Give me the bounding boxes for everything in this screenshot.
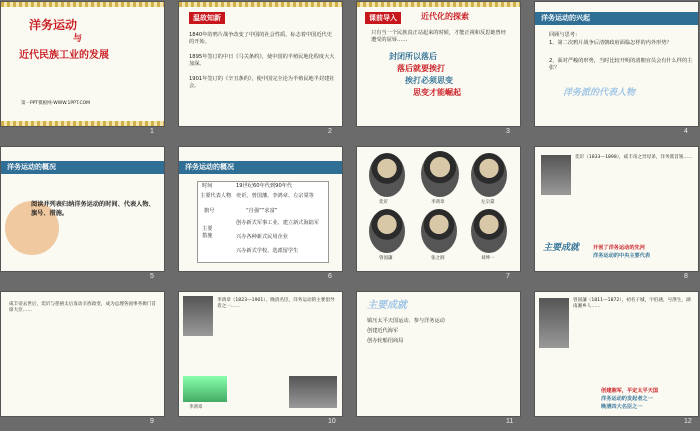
portrait-image bbox=[421, 209, 457, 253]
slide-bullet: 创建近代海军 bbox=[367, 328, 399, 334]
slide-number: 11 bbox=[506, 418, 514, 425]
table-cell: 兴办各种新式民用企业 bbox=[236, 234, 288, 240]
slide-text: 开创了洋务运动的先河 bbox=[593, 245, 645, 251]
slide-title: 洋务运动的兴起 bbox=[541, 14, 590, 22]
portrait-image bbox=[421, 151, 459, 197]
slide-number: 2 bbox=[328, 128, 332, 135]
slide-number: 7 bbox=[506, 273, 510, 280]
slide-number: 3 bbox=[506, 128, 510, 135]
slide-number: 1 bbox=[150, 128, 154, 135]
slide-text: 晚清四大名臣之一 bbox=[601, 404, 643, 410]
portrait-image bbox=[369, 209, 405, 253]
slide-banner: 主要成就 bbox=[543, 243, 580, 253]
slide-label: 温故知新 bbox=[189, 12, 225, 24]
banknote-image bbox=[183, 376, 227, 402]
slide-text: 回顾与思考： bbox=[549, 32, 581, 38]
slide-title: 与 bbox=[73, 34, 83, 44]
portrait-caption: 张之洞 bbox=[431, 256, 445, 261]
slide-line: 思变才能崛起 bbox=[413, 88, 461, 97]
portrait-caption: 左宗棠 bbox=[481, 200, 495, 205]
slide-line: 封闭所以落后 bbox=[389, 52, 437, 61]
slide-text: 2、面对严峻的形势，当时比较开明的清朝官员会有什么样的主张？ bbox=[549, 58, 693, 71]
table-cell: 兴办新式学校，选派留学生 bbox=[236, 248, 299, 254]
table-cell: 主要代表人物 bbox=[200, 193, 232, 199]
portrait-caption: 奕䜣 bbox=[379, 200, 388, 205]
slide-title: 近代民族工业的发展 bbox=[19, 50, 109, 61]
slide-number: 6 bbox=[328, 273, 332, 280]
slide-number: 9 bbox=[150, 418, 154, 425]
slide-number: 4 bbox=[684, 128, 688, 135]
slide-thumb-6[interactable] bbox=[179, 147, 342, 271]
slide-thumb-8[interactable] bbox=[535, 147, 698, 271]
slide-text: 1840年的鸦片战争改变了中国的社会性质，标志着中国近代史的开始。 bbox=[189, 32, 332, 45]
portrait-image bbox=[369, 153, 405, 197]
slide-thumb-4[interactable] bbox=[535, 2, 698, 126]
slide-text: 奕䜣（1833—1898），咸丰帝之异母弟，洋务派首领…… bbox=[575, 155, 693, 160]
slide-thumb-9[interactable] bbox=[1, 292, 164, 416]
slide-line: 落后就要挨打 bbox=[397, 64, 445, 73]
slide-text: 1901年签订的《辛丑条约》，使中国完全沦为半殖民地半封建社会。 bbox=[189, 76, 335, 89]
slide-thumb-11[interactable] bbox=[357, 292, 520, 416]
slide-text: 只有当一个民族真正站起来的时候，才能正视和反思她曾经遭受的屈辱…… bbox=[371, 30, 506, 43]
portrait-image bbox=[539, 298, 569, 348]
slide-title: 洋务运动 bbox=[29, 18, 78, 32]
slide-thumb-7[interactable] bbox=[357, 147, 520, 271]
portrait-image bbox=[471, 153, 507, 197]
table-cell: 创办新式军事工业、建立新式海陆军 bbox=[236, 220, 320, 226]
slide-text: 咸丰帝去世后，奕䜣与慈禧太后发动辛酉政变，成为总理各国事务衙门首席大臣…… bbox=[9, 302, 157, 314]
slide-banner: 主要成就 bbox=[367, 300, 407, 311]
portrait-image bbox=[183, 296, 213, 336]
slide-text: 1、第二次鸦片战争后清朝政府面临怎样的内外形势？ bbox=[549, 40, 672, 46]
slide-thumb-3[interactable] bbox=[357, 2, 520, 126]
table-cell: 时间 bbox=[202, 183, 213, 189]
slide-thumb-10[interactable] bbox=[179, 292, 342, 416]
slide-text: 李鸿章（1823—1901），晚清名臣，洋务运动的主要倡导者之一…… bbox=[217, 298, 335, 309]
slide-thumb-12[interactable] bbox=[535, 292, 698, 416]
slide-number: 5 bbox=[150, 273, 154, 280]
portrait-caption: 李鸿章 bbox=[431, 200, 445, 205]
slide-number: 12 bbox=[684, 418, 692, 425]
slide-line: 挨打必须思变 bbox=[405, 76, 453, 85]
summary-table bbox=[197, 181, 329, 263]
slide-thumb-1[interactable] bbox=[1, 2, 164, 126]
slide-thumb-2[interactable] bbox=[179, 2, 342, 126]
slide-number: 8 bbox=[684, 273, 688, 280]
slide-text: 1895年签订的中日《马关条约》，使中国的半殖民地化程度大大加深。 bbox=[189, 54, 335, 67]
photo-caption: 李鸿章 bbox=[189, 405, 203, 410]
table-cell: 19世纪60年代到90年代 bbox=[236, 183, 293, 189]
slide-heading: 近代化的探索 bbox=[421, 12, 469, 21]
slide-text: 洋务运动的发起者之一 bbox=[601, 396, 653, 402]
slide-text: 洋务运动的中央主要代表 bbox=[593, 253, 651, 259]
slide-text: 创建湘军，平定太平天国 bbox=[601, 388, 659, 394]
portrait-caption: 刘坤一 bbox=[481, 256, 495, 261]
slide-banner: 洋务派的代表人物 bbox=[563, 88, 636, 98]
table-cell: 主要措施 bbox=[202, 226, 213, 239]
slide-text: 阅读并列表归纳洋务运动的时间、代表人物、旗号、措施。 bbox=[31, 201, 155, 217]
slide-title: 洋务运动的概况 bbox=[185, 163, 234, 171]
slide-number: 10 bbox=[328, 418, 336, 425]
slide-bullet: 镇压太平天国运动、参与洋务运动 bbox=[367, 318, 445, 324]
slide-label: 课前导入 bbox=[365, 12, 401, 24]
slide-thumb-5[interactable] bbox=[1, 147, 164, 271]
portrait-image bbox=[471, 209, 507, 253]
portrait-image bbox=[541, 155, 571, 195]
table-cell: 旗号 bbox=[204, 208, 215, 214]
table-cell: 奕䜣、曾国藩、李鸿章、左宗棠等 bbox=[236, 193, 314, 199]
slide-title: 洋务运动的概况 bbox=[7, 163, 56, 171]
slide-footer: 第一PPT模板网-WWW.1PPT.COM bbox=[21, 101, 91, 106]
table-cell: “自强”“求富” bbox=[246, 208, 278, 214]
slide-text: 曾国藩（1811—1872），初名子城，字伯涵，号涤生，湖南湘乡人…… bbox=[573, 298, 691, 309]
photo-image bbox=[289, 376, 337, 408]
slide-bullet: 创办轮船招商局 bbox=[367, 338, 404, 344]
portrait-caption: 曾国藩 bbox=[379, 256, 393, 261]
